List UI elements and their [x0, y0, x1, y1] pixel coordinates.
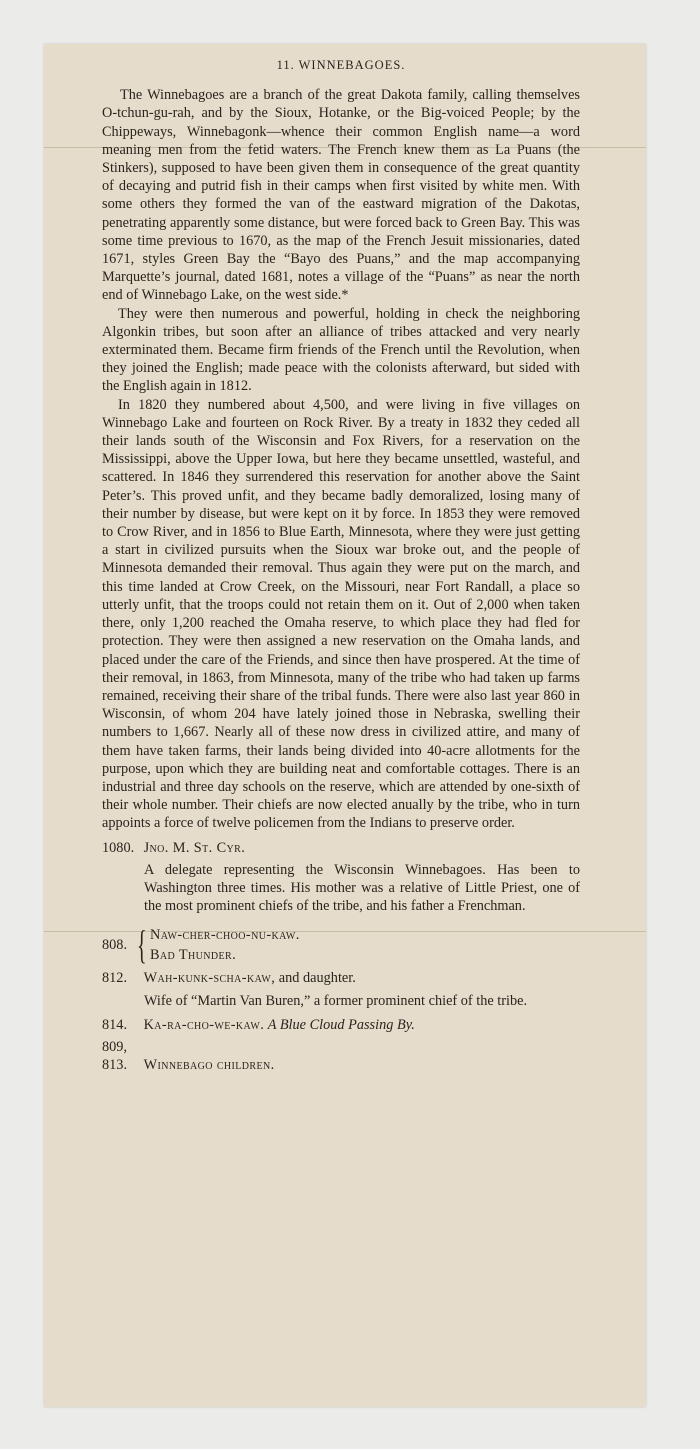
entry-description: Wife of “Martin Van Buren,” a former prominent chief of the tribe. [144, 992, 528, 1009]
entry-1080 [102, 839, 580, 857]
entry-name: Wah-kunk-scha-kaw, [143, 970, 276, 987]
brace-glyph: { [137, 922, 147, 968]
paragraph-removals: In 1820 they numbered about 4,500, and were living in five villages on Winnebago Lake and fourteen on Rock River. By a treaty in 1832 they ceded all their lands south of the Wisconsin and Fox Rivers, for a reservation on the Mississippi, above the Upper Iowa, but here they became unsettled, wasteful, and scattered. In 1846 they surrendered this reservation for another above the Saint Peter’s. This proved unfit, and they became badly demoralized, losing many of their number by disease, but were kept on it by force. In 1853 they were removed to Crow River, and in 1856 to Blue Earth, Minnesota, where they were just getting a start in civilized pursuits when the Sioux war broke out, and the people of Minnesota demanded their removal. Thus again they were put on the march, and this time landed at Crow Creek, on the Missouri, near Fort Randall, a place so utterly unfit, that the troops could not retain them on it. Out of 2,000 when taken there, only 1,200 reached the Omaha reserve, to which place they had fled for protection. They were then assigned a new reservation on the Omaha lands, and placed under the care of the Friends, and since then have prospered. At the time of their removal, in 1863, from Minnesota, many of the tribe who had taken up farms remained, receiving their share of the tribal funds. There were also last year 860 in Wisconsin, of whom 204 have lately joined those in Nebraska, swelling their numbers to 1,667. Nearly all of these now dress in civilized attire, and many of them have taken farms, their lands being divided into 40-acre allotments for the purpose, upon which they are building neat and comfortable cottages. There is an industrial and three day schools on the reserve, which are attended by one-sixth of their whole number. Their chiefs are now elected anually by the tribe, who in turn appoints a force of twelve policemen from the Indians to preserve order. [102, 396, 580, 832]
entry-number: 808. [102, 937, 128, 954]
page-title: 11. WINNEBAGOES. [276, 58, 406, 72]
entry-number: 814. [102, 1016, 128, 1033]
entry-number: 1080. [102, 839, 135, 856]
entry-name-suffix: and daughter. [278, 970, 356, 987]
entry-name: Bad Thunder. [150, 947, 237, 964]
entry-name: Ka-ra-cho-we-kaw. [143, 1016, 265, 1033]
document-body [102, 56, 580, 1074]
paragraph-origins: The Winnebagoes are a branch of the great Dakota family, calling themselves O-tchun-gu-rah, and by the Sioux, Hotanke, or the Big-voiced People; by the Chippeways, Winnebagonk—whence their common English name—a word meaning men from the fetid waters. The French knew them as La Puans (the Stinkers), supposed to have been given them in consequence of the great quantity of decaying and putrid fish in their camps when first visited by white men. With some others they formed the van of the eastward migration of the Dakotas, penetrating apparently some distance, but were forced back to Green Bay. This was some time previous to 1670, as the map of the French Jesuit missionaries, dated 1671, styles Green Bay the “Bayo des Puans,” and the map accompanying Marquette’s journal, dated 1681, notes a village of the “Puans” as near the north end of Winnebago Lake, on the west side.* [102, 87, 580, 304]
entry-translation: A Blue Cloud Passing By. [267, 1016, 415, 1033]
entry-name: Naw-cher-choo-nu-kaw. [150, 927, 300, 944]
entry-814 [102, 1016, 580, 1034]
paper-sheet [44, 44, 646, 1407]
entry-description: A delegate representing the Wisconsin Winnebagoes. Has been to Washington three times. His mother was a relative of Little Priest, one of the most prominent chiefs of the tribe, and his father a Frenchman. [144, 861, 580, 915]
paragraph-history: They were then numerous and powerful, holding in check the neighboring Algonkin tribes, but soon after an alliance of tribes attacked and very nearly exterminated them. Became firm friends of the French until the Revolution, when they joined the English; made peace with the colonists afterward, but sided with the English again in 1812. [102, 305, 580, 395]
entry-name: Winnebago children. [143, 1057, 275, 1074]
entry-808 [102, 922, 580, 968]
entry-number: 812. [102, 970, 128, 987]
entry-number: 809, 813. [102, 1038, 128, 1074]
entry-809-813 [102, 1038, 580, 1074]
entry-name: Jno. M. St. Cyr. [143, 839, 246, 856]
entry-812 [102, 969, 580, 987]
